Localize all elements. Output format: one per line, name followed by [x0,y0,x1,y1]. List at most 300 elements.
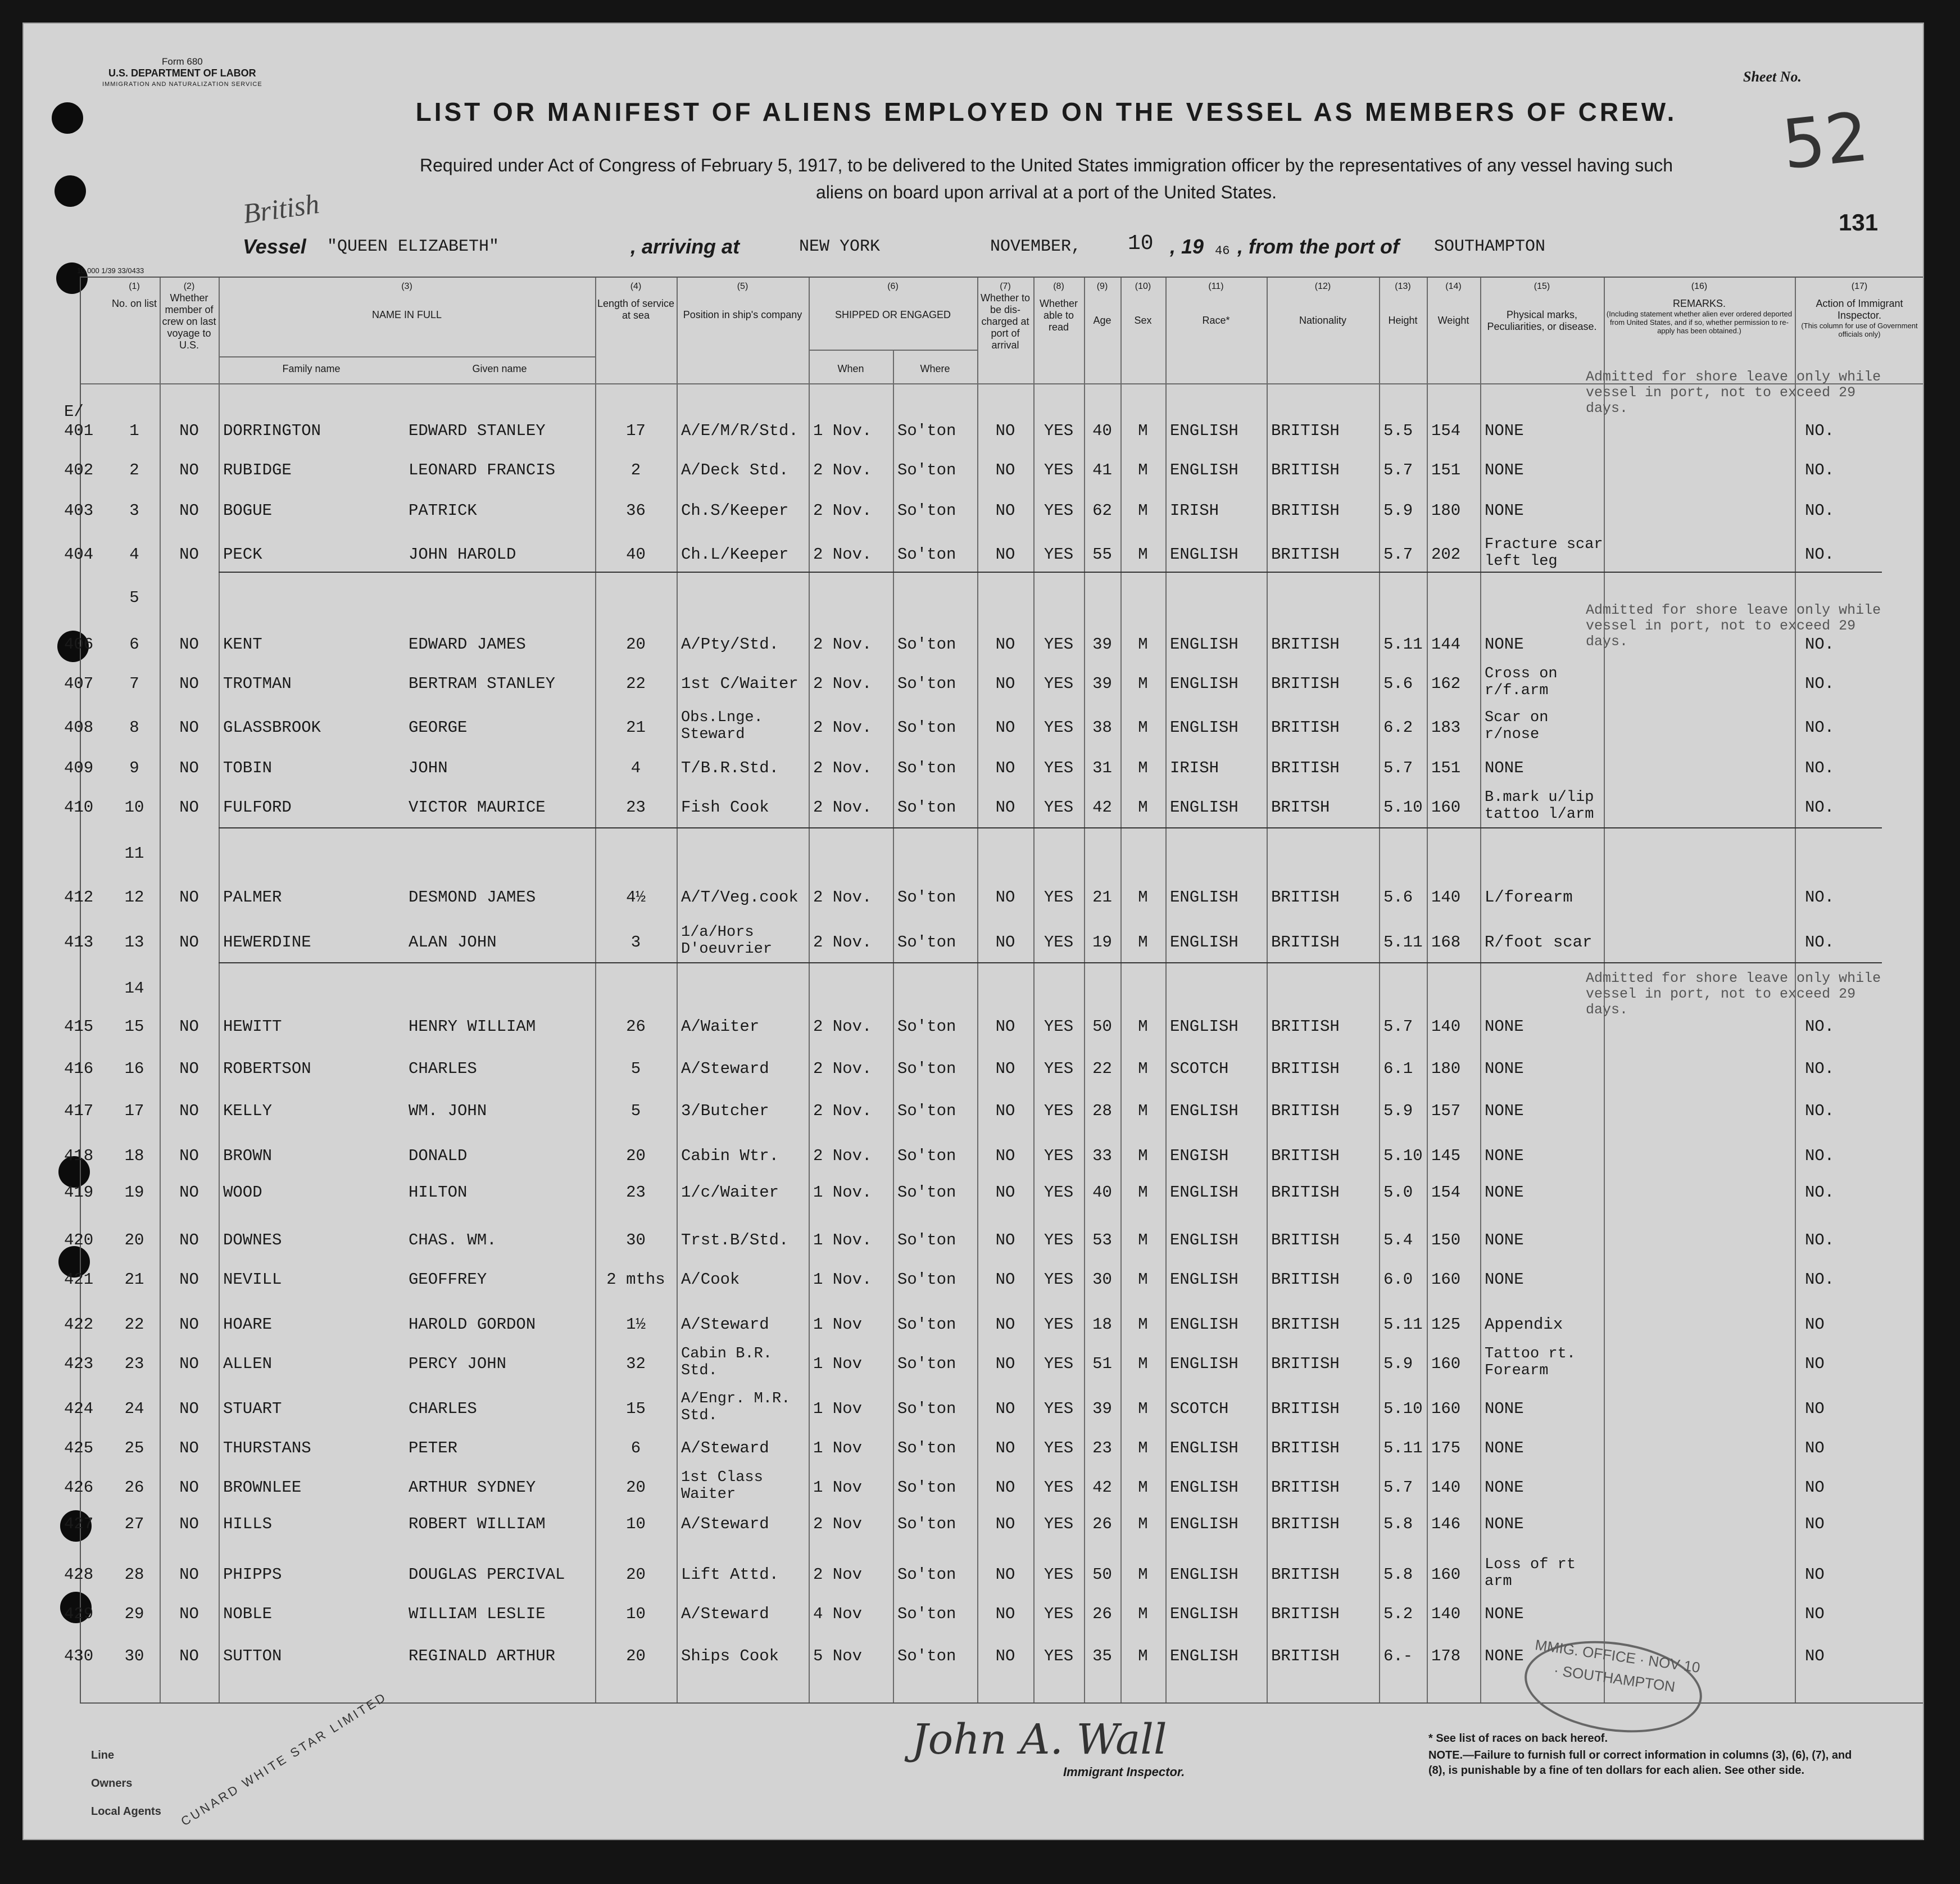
header-h9 [1084,280,1120,327]
cell-marks: L/forearm [1485,888,1573,907]
cell-read: YES [1043,888,1074,907]
cell-weight: 160 [1431,1355,1461,1373]
cell-list: 425 [64,1439,94,1457]
cell-race: SCOTCH [1170,1400,1229,1418]
cell-list: 415 [64,1017,94,1036]
cell-where: So'ton [897,422,956,440]
cell-age: 28 [1092,1102,1112,1120]
table-row [64,1469,1924,1503]
from-port: SOUTHAMPTON [1434,237,1546,256]
cell-race: ENGLISH [1170,1270,1238,1289]
cell-sex: M [1138,1439,1148,1457]
cell-given: HILTON [409,1183,468,1202]
cell-read: YES [1043,1400,1074,1418]
cell-height: 5.7 [1383,759,1413,777]
cell-nat: BRITISH [1271,888,1340,907]
cell-crew: NO [179,888,199,907]
header-number: (11) [1208,282,1224,291]
cell-race: ENGLISH [1170,635,1238,654]
cell-weight: 146 [1431,1515,1461,1533]
arrival-day: 10 [1128,232,1154,256]
cell-given: GEORGE [409,718,468,737]
cell-age: 42 [1092,798,1112,817]
cell-action: NO [1805,1315,1825,1334]
cell-height: 5.0 [1383,1183,1413,1202]
cell-marks: NONE [1485,1059,1524,1078]
cell-action: NO [1805,1478,1825,1497]
blank-row-number: 14 [124,979,144,998]
cell-read: YES [1043,674,1074,693]
cell-no: 22 [124,1315,144,1334]
cell-given: EDWARD STANLEY [409,422,546,440]
cell-disch: NO [995,798,1015,817]
stock-note: 10,000 1/39 33/0433 [77,266,144,275]
cell-marks: Loss of rt arm [1485,1556,1576,1590]
from-label: , from the port of [1237,235,1399,258]
header-number: (15) [1533,282,1550,291]
header-number: (3) [401,282,412,291]
cell-family: STUART [223,1400,282,1418]
inspector-signature: John A. Wall [911,1715,1167,1764]
cell-position: Ships Cook [681,1647,779,1665]
header-h5 [677,280,809,321]
remark-3: Admitted for shore leave only while vessel in port, not to exceed 29 days. [1586,970,1881,1018]
owners-label: Owners [91,1777,133,1790]
cell-disch: NO [995,1147,1015,1165]
arriving-label: , arriving at [630,235,740,258]
cell-marks: Cross on r/f.arm [1485,665,1558,699]
cell-no: 13 [124,933,144,952]
cell-where: So'ton [897,718,956,737]
cell-race: ENGLISH [1170,1439,1238,1457]
cell-sex: M [1138,718,1148,737]
cell-when: 2 Nov [813,1565,863,1584]
cell-read: YES [1043,501,1074,520]
cell-crew: NO [179,1565,199,1584]
line-label: Line [91,1749,115,1761]
cell-position: 1st C/Waiter [681,674,798,693]
header-h16 [1604,280,1795,335]
cell-height: 5.9 [1383,1355,1413,1373]
cell-given: DOUGLAS PERCIVAL [409,1565,565,1584]
cell-action: NO [1805,1355,1825,1373]
cell-given: PERCY JOHN [409,1355,507,1373]
cell-when: 1 Nov [813,1315,863,1334]
cancel-line [219,572,1882,573]
cell-read: YES [1043,1183,1074,1202]
cell-nat: BRITISH [1271,422,1340,440]
cell-when: 5 Nov [813,1647,863,1665]
cell-weight: 157 [1431,1102,1461,1120]
cell-age: 50 [1092,1565,1112,1584]
cell-service: 3 [630,933,641,952]
table-row [64,1430,1924,1464]
cell-given: ROBERT WILLIAM [409,1515,546,1533]
cell-nat: BRITISH [1271,718,1340,737]
cell-weight: 151 [1431,759,1461,777]
cell-where: So'ton [897,1183,956,1202]
cell-height: 5.11 [1383,1315,1423,1334]
subheader-when: When [837,363,864,374]
cell-height: 5.6 [1383,888,1413,907]
cell-marks: NONE [1485,1647,1524,1665]
cell-nat: BRITISH [1271,1515,1340,1533]
cell-crew: NO [179,674,199,693]
cell-action: NO. [1805,798,1835,817]
cell-where: So'ton [897,1439,956,1457]
cell-age: 42 [1092,1478,1112,1497]
cell-no: 21 [124,1270,144,1289]
cell-disch: NO [995,1102,1015,1120]
cancel-line [219,827,1882,828]
cell-read: YES [1043,798,1074,817]
header-number: (14) [1445,282,1462,291]
cell-no: 9 [129,759,139,777]
cell-sex: M [1138,422,1148,440]
header-number: (2) [183,282,195,291]
cell-action: NO. [1805,1147,1835,1165]
cell-sex: M [1138,1017,1148,1036]
cell-family: NOBLE [223,1605,273,1623]
cell-height: 5.8 [1383,1515,1413,1533]
header-h6 [809,280,977,321]
cell-sex: M [1138,674,1148,693]
vessel-label: Vessel [243,235,306,258]
cell-nat: BRITISH [1271,933,1340,952]
cell-where: So'ton [897,1605,956,1623]
cell-family: KELLY [223,1102,273,1120]
cell-list: 428 [64,1565,94,1584]
cell-marks: NONE [1485,1439,1524,1457]
cell-disch: NO [995,888,1015,907]
cell-race: ENGLISH [1170,1017,1238,1036]
cell-action: NO. [1805,1231,1835,1249]
race-note: * See list of races on back hereof. [1428,1732,1608,1745]
cell-no: 6 [129,635,139,654]
table-row [64,1391,1924,1424]
cell-where: So'ton [897,545,956,564]
cell-height: 6.0 [1383,1270,1413,1289]
cell-age: 41 [1092,461,1112,479]
cell-race: ENGLISH [1170,798,1238,817]
cell-disch: NO [995,718,1015,737]
cell-family: THURSTANS [223,1439,311,1457]
cell-when: 2 Nov [813,1515,863,1533]
cell-crew: NO [179,422,199,440]
cell-sex: M [1138,501,1148,520]
cell-family: DOWNES [223,1231,282,1249]
cell-when: 1 Nov [813,1355,863,1373]
cell-when: 1 Nov [813,1400,863,1418]
cell-disch: NO [995,674,1015,693]
header-h11 [1165,280,1267,327]
cell-height: 6.- [1383,1647,1413,1665]
cell-age: 39 [1092,674,1112,693]
cell-disch: NO [995,1605,1015,1623]
cell-where: So'ton [897,461,956,479]
cell-service: 10 [626,1605,646,1623]
cell-weight: 180 [1431,501,1461,520]
cell-weight: 154 [1431,422,1461,440]
cell-nat: BRITSH [1271,798,1330,817]
cell-position: A/Cook [681,1270,740,1289]
cell-disch: NO [995,933,1015,952]
cell-race: ENGLISH [1170,545,1238,564]
cell-crew: NO [179,1017,199,1036]
cell-when: 2 Nov. [813,635,872,654]
cell-given: GEOFFREY [409,1270,487,1289]
cell-age: 23 [1092,1439,1112,1457]
cell-disch: NO [995,422,1015,440]
cell-when: 2 Nov. [813,674,872,693]
cell-race: ENGLISH [1170,1478,1238,1497]
cell-nat: BRITISH [1271,1315,1340,1334]
cell-action: NO [1805,1400,1825,1418]
header-text: No. on list [111,298,157,309]
cell-crew: NO [179,635,199,654]
cell-sex: M [1138,1315,1148,1334]
table-row [64,750,1924,784]
cell-nat: BRITISH [1271,1565,1340,1584]
cell-height: 5.8 [1383,1565,1413,1584]
cell-list: 416 [64,1059,94,1078]
cell-family: ROBERTSON [223,1059,311,1078]
header-text: Position in ship's company [683,309,802,320]
cell-read: YES [1043,759,1074,777]
cell-no: 29 [124,1605,144,1623]
cell-position: 3/Butcher [681,1102,769,1120]
cell-weight: 140 [1431,1017,1461,1036]
cell-where: So'ton [897,1231,956,1249]
cell-sex: M [1138,1231,1148,1249]
cell-where: So'ton [897,1270,956,1289]
cell-weight: 140 [1431,1605,1461,1623]
cell-weight: 168 [1431,933,1461,952]
header-h14 [1427,280,1480,327]
cell-sex: M [1138,1147,1148,1165]
cell-weight: 145 [1431,1147,1461,1165]
header-h7 [977,280,1033,351]
handwritten-note: British [241,187,321,230]
table-row [64,1138,1924,1171]
cell-when: 2 Nov. [813,1102,872,1120]
arrival-month: NOVEMBER, [990,237,1082,256]
list-prefix: E/ [64,402,84,421]
table-row [64,665,1924,699]
cell-read: YES [1043,1102,1074,1120]
cell-position: Lift Attd. [681,1565,779,1584]
inspector-title: Immigrant Inspector. [1063,1765,1185,1779]
cell-height: 5.4 [1383,1231,1413,1249]
cell-nat: BRITISH [1271,1270,1340,1289]
cell-when: 2 Nov. [813,759,872,777]
header-h10 [1120,280,1165,327]
cell-nat: BRITISH [1271,1439,1340,1457]
cell-nat: BRITISH [1271,545,1340,564]
cell-no: 16 [124,1059,144,1078]
header-rule [219,356,595,357]
remark-2: Admitted for shore leave only while vessel in port, not to exceed 29 days. [1586,602,1881,650]
cell-service: 23 [626,1183,646,1202]
table-row [64,709,1924,743]
cell-sex: M [1138,635,1148,654]
cell-marks: NONE [1485,1605,1524,1623]
cell-race: ENGLISH [1170,888,1238,907]
cell-read: YES [1043,1017,1074,1036]
header-number: (6) [887,282,899,291]
cell-sex: M [1138,759,1148,777]
cell-nat: BRITISH [1271,1478,1340,1497]
subtitle-line-2: aliens on board upon arrival at a port of the United States. [815,182,1277,202]
cell-action: NO. [1805,933,1835,952]
cell-disch: NO [995,1231,1015,1249]
cell-where: So'ton [897,1515,956,1533]
cell-crew: NO [179,1102,199,1120]
cell-action: NO. [1805,1017,1835,1036]
cell-service: 36 [626,501,646,520]
table-row [64,452,1924,486]
cell-where: So'ton [897,759,956,777]
cell-family: BOGUE [223,501,273,520]
cell-service: 32 [626,1355,646,1373]
cell-read: YES [1043,422,1074,440]
header-number: (13) [1395,282,1411,291]
cell-marks: Appendix [1485,1315,1563,1334]
cell-when: 2 Nov. [813,1147,872,1165]
cell-family: HILLS [223,1515,273,1533]
cell-race: ENGLISH [1170,1231,1238,1249]
form-number: Form 680 [161,56,203,67]
cell-given: LEONARD FRANCIS [409,461,556,479]
cell-read: YES [1043,1647,1074,1665]
cell-given: CHAS. WM. [409,1231,497,1249]
cell-height: 6.1 [1383,1059,1413,1078]
cell-service: 5 [630,1059,641,1078]
header-h1 [109,280,160,310]
cell-list: 420 [64,1231,94,1249]
cell-crew: NO [179,933,199,952]
cell-race: ENGISH [1170,1147,1229,1165]
cell-height: 5.11 [1383,1439,1423,1457]
cell-crew: NO [179,1059,199,1078]
cell-given: CHARLES [409,1059,477,1078]
cell-action: NO. [1805,1270,1835,1289]
cell-list: 424 [64,1400,94,1418]
cell-position: A/T/Veg.cook [681,888,798,907]
cell-where: So'ton [897,1565,956,1584]
cell-given: BERTRAM STANLEY [409,674,556,693]
cell-where: So'ton [897,674,956,693]
cell-when: 2 Nov. [813,798,872,817]
cell-service: 21 [626,718,646,737]
cell-list: 403 [64,501,94,520]
cell-nat: BRITISH [1271,1231,1340,1249]
cell-given: ARTHUR SYDNEY [409,1478,536,1497]
cell-sex: M [1138,933,1148,952]
cell-weight: 160 [1431,1270,1461,1289]
cell-where: So'ton [897,1059,956,1078]
cell-when: 1 Nov [813,1478,863,1497]
cell-service: 4 [630,759,641,777]
cell-sex: M [1138,1400,1148,1418]
header-text: REMARKS. [1672,298,1726,309]
cell-crew: NO [179,1515,199,1533]
cell-crew: NO [179,718,199,737]
cell-where: So'ton [897,888,956,907]
cell-list: 427 [64,1515,94,1533]
header-text: Whether able to read [1039,298,1078,333]
cell-age: 51 [1092,1355,1112,1373]
cell-given: JOHN [409,759,448,777]
cell-when: 1 Nov [813,1439,863,1457]
table-row [64,879,1924,913]
cell-list: 430 [64,1647,94,1665]
cell-height: 5.11 [1383,933,1423,952]
cell-action: NO [1805,1647,1825,1665]
cell-family: FULFORD [223,798,292,817]
cell-position: Ch.S/Keeper [681,501,789,520]
cell-family: PALMER [223,888,282,907]
cell-race: ENGLISH [1170,461,1238,479]
cell-family: DORRINGTON [223,422,321,440]
cell-sex: M [1138,1515,1148,1533]
cell-list: 401 [64,422,94,440]
cell-read: YES [1043,1315,1074,1334]
cell-position: 1st Class Waiter [681,1469,763,1503]
cell-no: 27 [124,1515,144,1533]
header-text: Physical marks, Peculiarities, or disease. [1487,309,1597,332]
cell-no: 24 [124,1400,144,1418]
cell-position: A/E/M/R/Std. [681,422,798,440]
cell-no: 8 [129,718,139,737]
table-row [64,413,1924,446]
punch-hole [52,102,83,134]
table-row [64,536,1924,570]
cell-disch: NO [995,1059,1015,1078]
header-number: (7) [1000,282,1011,291]
cell-marks: NONE [1485,1515,1524,1533]
header-number: (17) [1851,282,1868,291]
cell-disch: NO [995,1565,1015,1584]
cell-age: 19 [1092,933,1112,952]
cell-list: 419 [64,1183,94,1202]
cell-family: HEWERDINE [223,933,311,952]
cell-position: A/Waiter [681,1017,760,1036]
cell-action: NO. [1805,759,1835,777]
cell-when: 1 Nov. [813,422,872,440]
cell-service: 10 [626,1515,646,1533]
table-row [64,1261,1924,1295]
cancel-line [219,962,1882,963]
cell-age: 40 [1092,1183,1112,1202]
cell-service: 20 [626,1565,646,1584]
cell-position: Cabin Wtr. [681,1147,779,1165]
cell-where: So'ton [897,1147,956,1165]
cell-age: 39 [1092,635,1112,654]
cell-age: 53 [1092,1231,1112,1249]
cell-height: 5.11 [1383,635,1423,654]
cell-where: So'ton [897,1315,956,1334]
cell-no: 23 [124,1355,144,1373]
cell-action: NO [1805,1439,1825,1457]
cell-where: So'ton [897,1400,956,1418]
cell-no: 12 [124,888,144,907]
cell-disch: NO [995,1515,1015,1533]
header-h4 [595,280,677,321]
cell-disch: NO [995,1017,1015,1036]
department: U.S. DEPARTMENT OF LABOR [108,67,256,79]
cell-height: 6.2 [1383,718,1413,737]
